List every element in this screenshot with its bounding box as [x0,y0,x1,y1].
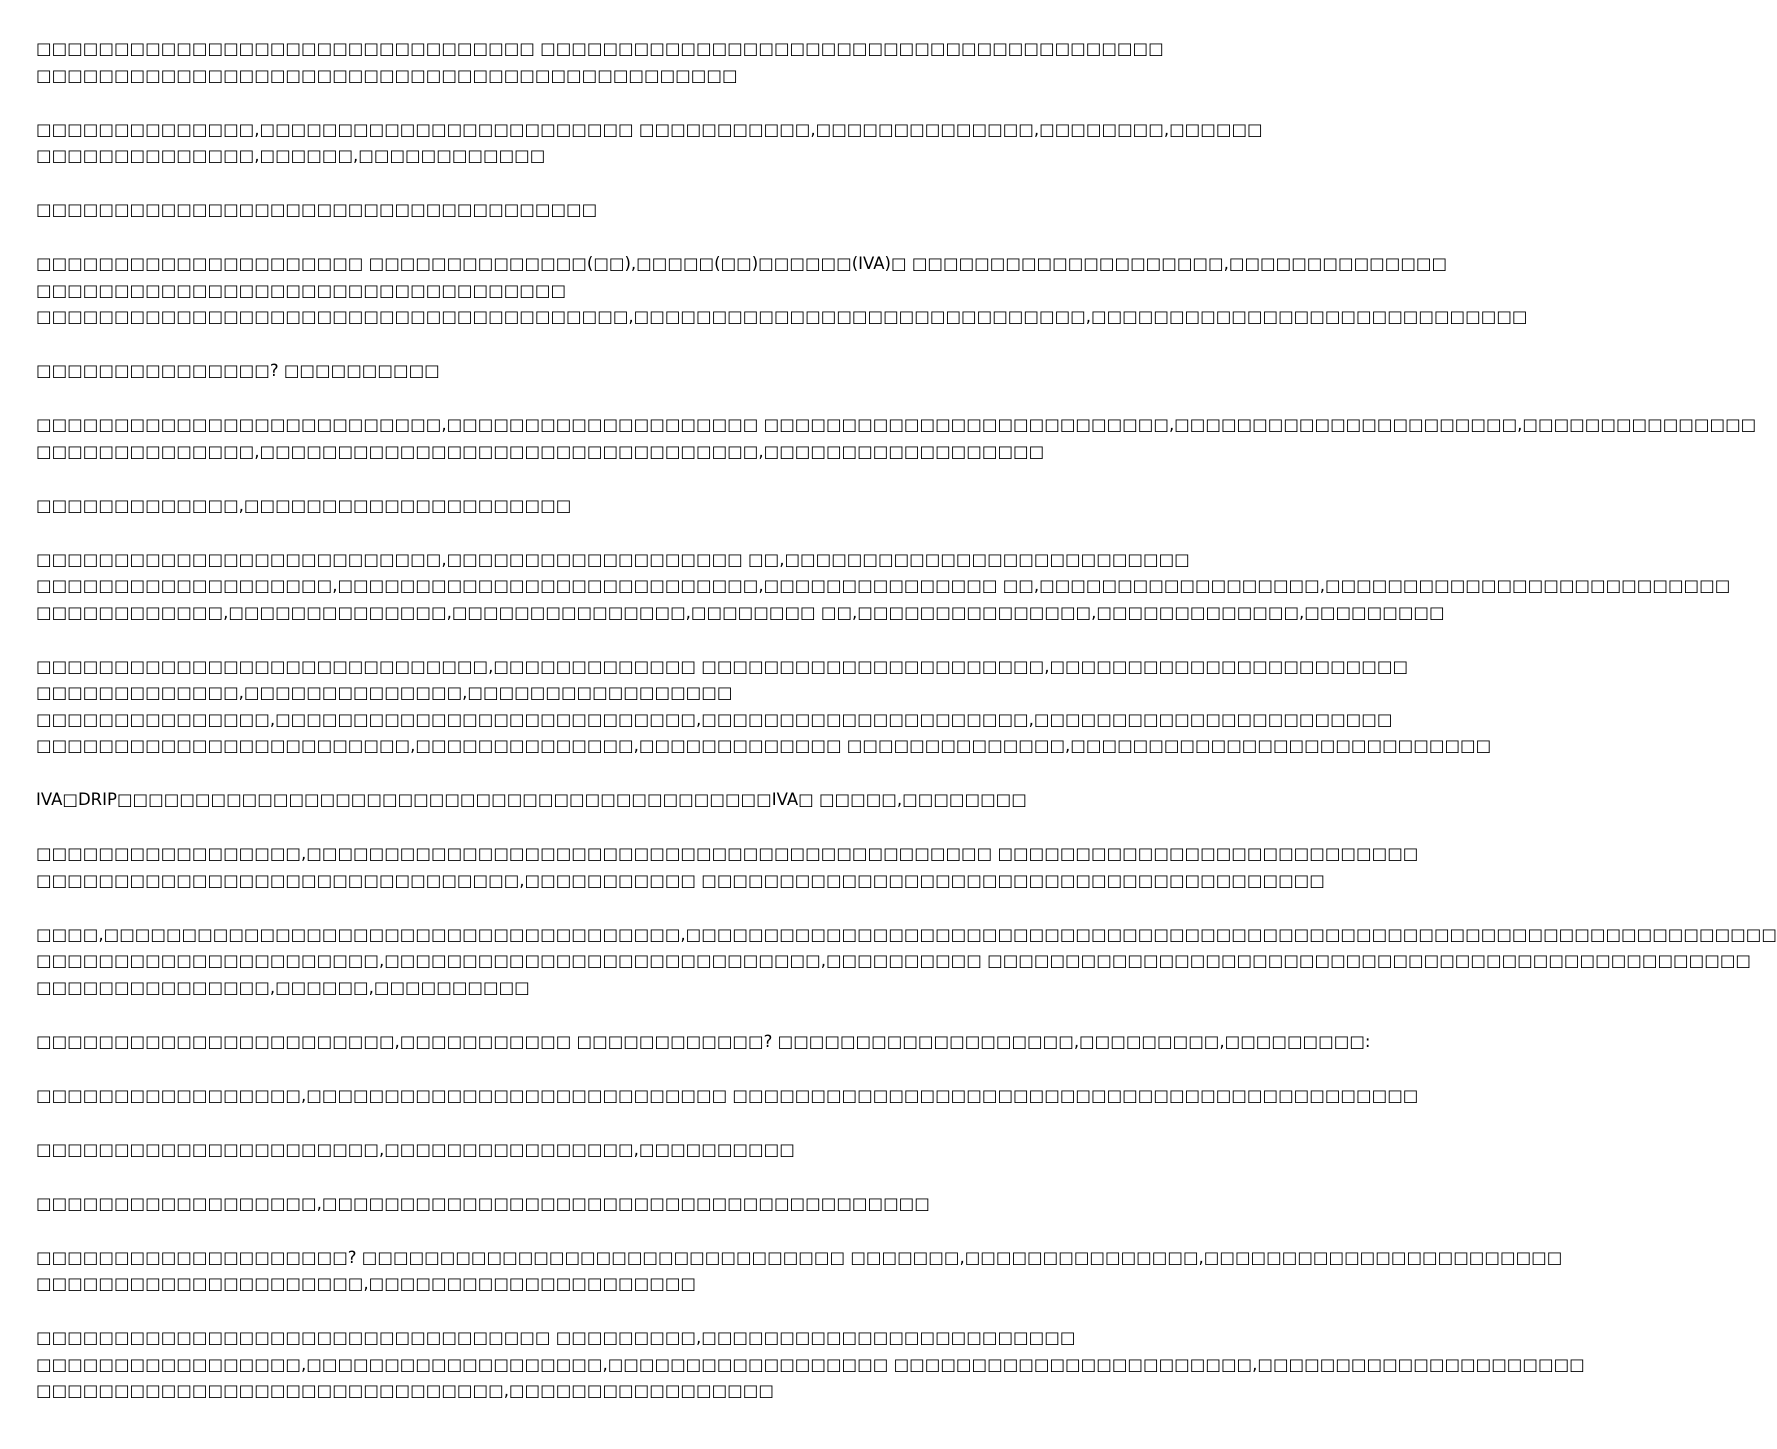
paragraph [36,358,996,385]
paragraph [36,117,1263,170]
text-line: □□□□□□□□□□□□□□□□□□□□□□□□□□□□□□□□ □□□□□□□□□□□□□□□□□□□□□□□□□□□□□□□□□□□□□□□□ [36,39,1164,58]
paragraph [36,841,1419,894]
paragraph [36,787,1027,814]
paragraph [36,1083,1419,1110]
text-line: □□□□□□□□□□□□□□□□□□□,□□□□□□□□□□□□□□□□□□□□□□□□□□□,□□□□□□□□□□□□□□□ □□,□□□□□□□□□□□□□□□□□□,□□□□□□□□□□□□□□□□□□□□□□□□□□ [36,576,1731,595]
text-line: □□□□□□□□□□□□□□□,□□□□□□□□□□□□□□□□□□□□□□□□□□□,□□□□□□□□□□□□□□□□□□□□□,□□□□□□□□□□□□□□□□□□□□□□□ [36,709,1393,729]
text-line: □□□□□□□□□□□□□□□? □□□□□□□□□□ [36,361,440,380]
text-line: □□□□□□□□□□□□□□□□□,□□□□□□□□□□□□□□□□□□□,□□□□□□□□□□□□□□□□□□ □□□□□□□□□□□□□□□□□□□□□□□,□□□□□□□□□□□□□□□□□□□□□ [36,1354,1585,1374]
paragraph [36,251,1528,331]
text-line: □□□□□□□□□□□□□□□□□□□□□□□□□□□□□□□□□ □□□□□□□□□,□□□□□□□□□□□□□□□□□□□□□□□□ [36,1328,1076,1347]
text-line: □□□□□□□□□□□□□□□□□□□□□□□,□□□□□□□□□□□ □□□□□□□□□□□□? □□□□□□□□□□□□□□□□□□□,□□□□□□□□□,□□□□□□□□□: [36,1031,1371,1051]
text-line: IVA□DRIP□□□□□□□□□□□□□□□□□□□□□□□□□□□□□□□□□□□□□□□□□□IVA□ □□□□□,□□□□□□□□ [36,790,1027,809]
text-line: □□□□□□□□□□□□□□□,□□□□□□,□□□□□□□□□□ [36,977,530,997]
paragraph [36,36,1164,89]
text-line: □□□□□□□□□□□□□□,□□□□□□□□□□□□□□□□□□□□□□□□ □□□□□□□□□□□,□□□□□□□□□□□□□□,□□□□□□□□,□□□□□□ [36,119,1263,139]
text-line: □□□□□□□□□□□□□□□□□□□□□□□□□□□□□□□□□□□□□□□□□□□□□ [36,65,738,85]
text-line: □□□□□□□□□□□□□□□□□□□□□□,□□□□□□□□□□□□□□□□,□□□□□□□□□□ [36,1139,795,1159]
text-line: □□□□□□□□□□□□□□□□□□□□□□□□□□□□□□□□□□□□ [36,200,598,219]
text-line: □□□□□□□□□□□□□□□□□□□□□□□□□□□□□□,□□□□□□□□□□□□□□□□□ [36,1381,774,1400]
text-line: □□□□□□□□□□□□□□□□□□□□□ □□□□□□□□□□□□□□(□□),□□□□□(□□)□□□□□□(IVA)□ □□□□□□□□□□□□□□□□□□□□,□□□□□□□□□□□□□□ [36,254,1448,273]
text-line: □□□□□□□□□□□□□□□□□□,□□□□□□□□□□□□□□□□□□□□□□□□□□□□□□□□□□□□□□□ [36,1193,930,1213]
text-line: □□□□□□□□□□□□□□□□□□□□□□□□□□□□□,□□□□□□□□□□□□□ □□□□□□□□□□□□□□□□□□□□□□,□□□□□□□□□□□□□□□□□□□□□□□ [36,656,1409,676]
paragraph [36,1245,1563,1298]
paragraph [36,1191,996,1218]
paragraph [36,547,1731,627]
text-line: □□□□□□□□□□□□□,□□□□□□□□□□□□□□□□□□□□□ [36,495,572,515]
text-line: □□□□□□□□□□□□□□□□□,□□□□□□□□□□□□□□□□□□□□□□□□□□□□□□□□□□□□□□□□□□□□ □□□□□□□□□□□□□□□□□□□□□□□□□□□ [36,844,1419,863]
text-line: □□□□□□□□□□□□□□□□□□□□□□□□□□,□□□□□□□□□□□□□□□□□□□□ □□□□□□□□□□□□□□□□□□□□□□□□□□,□□□□□□□□□□□□□□□□□□□□□□,□□□□□□□□□□□□□□□ [36,415,1757,434]
paragraph [36,493,996,520]
document-body [36,36,1777,1432]
text-line: □□□□□□□□□□□□□□□□□,□□□□□□□□□□□□□□□□□□□□□□□□□□□ □□□□□□□□□□□□□□□□□□□□□□□□□□□□□□□□□□□□□□□□□□□□ [36,1085,1419,1105]
paragraph [36,654,1492,760]
text-line: □□□□□□□□□□□□□,□□□□□□□□□□□□□□,□□□□□□□□□□□□□□□□□ [36,683,733,702]
paragraph [36,412,1757,465]
text-line: □□□□□□□□□□□□,□□□□□□□□□□□□□□,□□□□□□□□□□□□□□□,□□□□□□□□ □□,□□□□□□□□□□□□□□□,□□□□□□□□□□□□□,□□□□□□□□□ [36,602,1445,622]
text-line: □□□□□□□□□□□□□□,□□□□□□□□□□□□□□□□□□□□□□□□□□□□□□□□,□□□□□□□□□□□□□□□□□□ [36,441,1045,461]
paragraph [36,197,996,224]
text-line: □□□□□□□□□□□□□□□□□□□□□□□□□□,□□□□□□□□□□□□□□□□□□□ □□,□□□□□□□□□□□□□□□□□□□□□□□□□□ [36,549,1190,569]
text-line: □□□□□□□□□□□□□□□□□□□□□□□□□□□□□□□□□□□□□□,□□□□□□□□□□□□□□□□□□□□□□□□□□□□□,□□□□□□□□□□□□□□□□□□□□□□□□□□□□ [36,307,1528,326]
text-line: □□□□□□□□□□□□□□□□□□□□□□□□□□□□□□□□□□ [36,280,567,300]
paragraph [36,1029,1371,1056]
text-line: □□□□□□□□□□□□□□□□□□□□□□,□□□□□□□□□□□□□□□□□□□□□□□□□□□□,□□□□□□□□□□ □□□□□□□□□□□□□□□□□□□□□□□□□□□□□□□□□□□□□□□□□□□□□□□□□ [36,951,1752,970]
paragraph [36,922,1777,1002]
text-line: □□□□,□□□□□□□□□□□□□□□□□□□□□□□□□□□□□□□□□□□□□,□□□□□□□□□□□□□□□□□□□□□□□□□□□□□□□□□□□□□□□□□□□□□□□□□□□□□□□□□□□□□□□□□□□□□□ [36,924,1777,944]
paragraph [36,1325,1585,1405]
text-line: □□□□□□□□□□□□□□,□□□□□□,□□□□□□□□□□□□ [36,146,546,165]
paragraph [36,1137,996,1164]
text-line: □□□□□□□□□□□□□□□□□□□□? □□□□□□□□□□□□□□□□□□□□□□□□□□□□□□□ □□□□□□□,□□□□□□□□□□□□□□□,□□□□□□□□□□□□□□□□□□□□□□□ [36,1247,1563,1267]
text-line: □□□□□□□□□□□□□□□□□□□□□□□□□□□□□□□,□□□□□□□□□□□ □□□□□□□□□□□□□□□□□□□□□□□□□□□□□□□□□□□□□□□□ [36,870,1325,890]
text-line: □□□□□□□□□□□□□□□□□□□□□,□□□□□□□□□□□□□□□□□□□□□ [36,1274,697,1293]
text-line: □□□□□□□□□□□□□□□□□□□□□□□□,□□□□□□□□□□□□□□,□□□□□□□□□□□□□ □□□□□□□□□□□□□□,□□□□□□□□□□□□□□□□□□□□□□□□□□□ [36,736,1492,755]
